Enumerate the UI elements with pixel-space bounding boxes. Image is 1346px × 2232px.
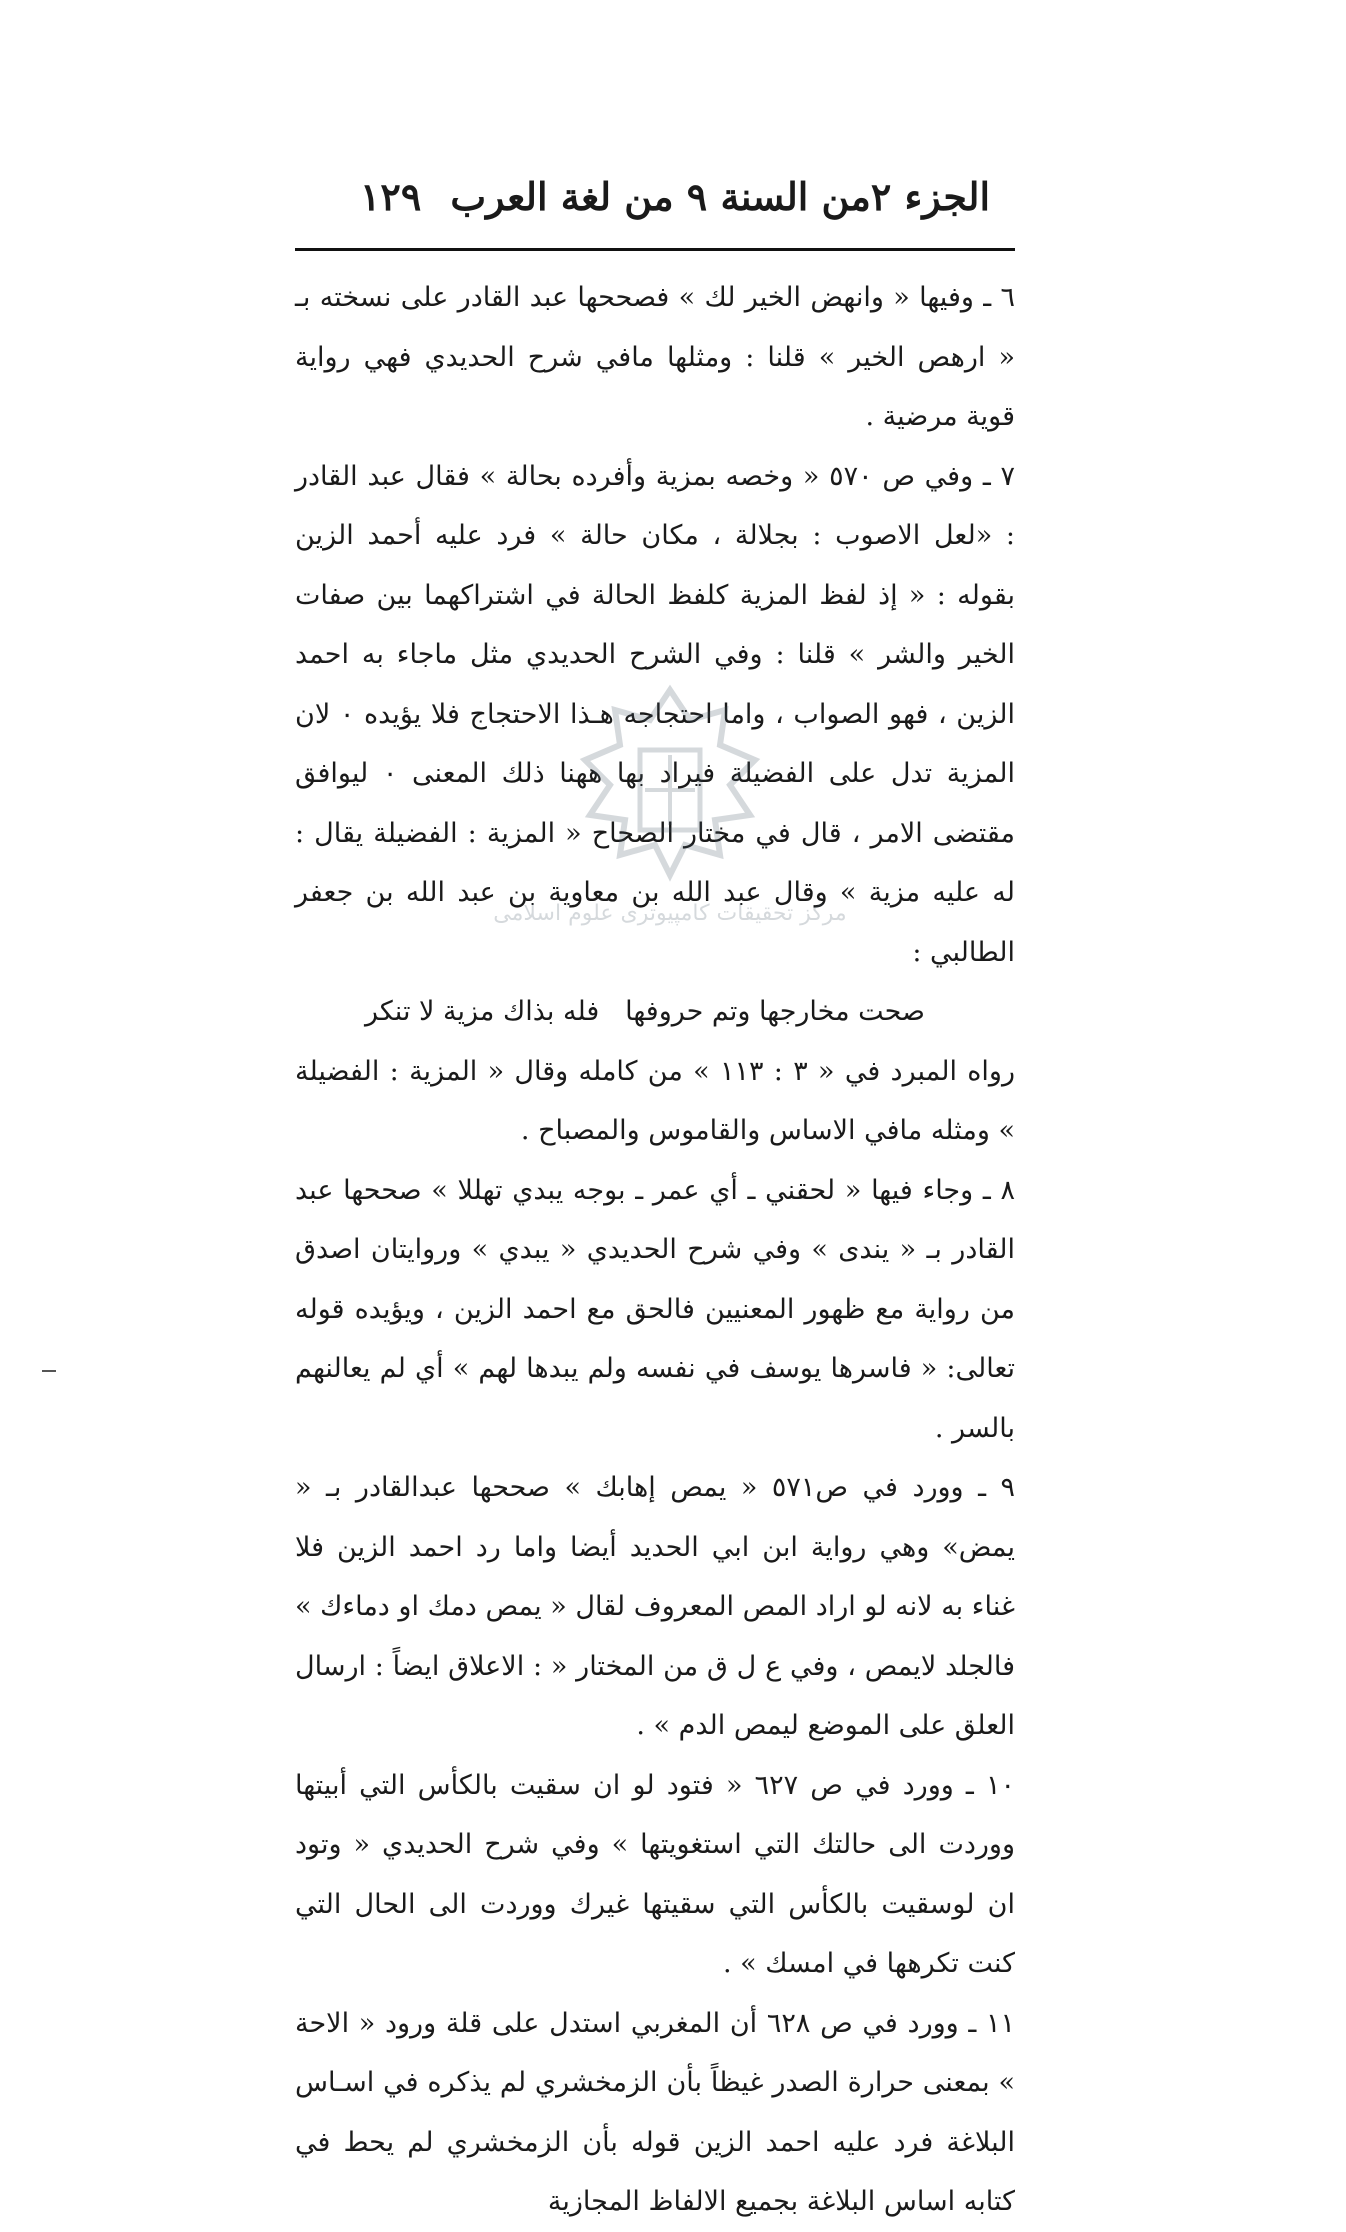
margin-mark bbox=[42, 1370, 56, 1372]
paragraph-11: ١١ ـ وورد في ص ٦٢٨ أن المغربي استدل على قلة ورود « الاحة » بمعنى حرارة الصدر غيظاً بأن الزمخشري لم يذكره في اسـاس البلاغة فرد عليه احمد الزين قوله بأن الزمخشري لم يحط في كتابه اساس البلاغة بجميع الالفاظ المجازية bbox=[295, 2007, 1016, 2217]
paragraph-10: ١٠ ـ وورد في ص ٦٢٧ « فتود لو ان سقيت بالكأس التي أبيتها ووردت الى حالتك التي استغويتها » وفي شرح الحديدي « وتود ان لوسقيت بالكأس التي سقيتها غيرك ووردت الى الحال التي كنت تكرهها في امسك » . bbox=[295, 1769, 1016, 1979]
paragraph-8: ٨ ـ وجاء فيها « لحقني ـ أي عمر ـ بوجه يبدي تهللا » صححها عبد القادر بـ « يندى » وفي شرح الحديدي « يبدي » وروايتان اصدق من رواية مع ظهور المعنيين فالحق مع احمد الزين ، ويؤيده قوله تعالى: « فاسرها يوسف في نفسه ولم يبدها لهم » أي لم يعالنهم بالسر . bbox=[295, 1174, 1015, 1444]
header-rule bbox=[295, 248, 1015, 251]
verse-hemistich-2: فله بذاك مزية لا تنكر bbox=[365, 996, 600, 1027]
body-text bbox=[295, 268, 1015, 2232]
header-title: الجزء ٢من السنة ٩ من لغة العرب bbox=[450, 174, 990, 219]
watermark-text: مركز تحقيقات كامپيوتری علوم اسلامی bbox=[493, 901, 847, 926]
poem-verse bbox=[295, 982, 1015, 1042]
page-number: ١٢٩ bbox=[360, 174, 422, 219]
paragraph-6-7: ٦ ـ وفيها « وانهض الخير لك » فصححها عبد القادر على نسخته بـ « ارهص الخير » قلنا : ومثلها مافي شرح الحديدي فهي رواية قوية مرضية . bbox=[295, 282, 1015, 432]
running-header bbox=[290, 168, 990, 238]
paragraph-9: ٩ ـ وورد في ص٥٧١ « يمص إهابك » صححها عبدالقادر بـ « يمض» وهي رواية ابن ابي الحديد أيضا واما رد احمد الزين فلا غناء به لانه لو اراد المص المعروف لقال « يمص دمك او دماءك » فالجلد لايمص ، وفي ع ل ق من المختار « : الاعلاق ايضاً : ارسال العلق على الموضع ليمص الدم » . bbox=[295, 1472, 1016, 1741]
verse-hemistich-1: صحت مخارجها وتم حروفها bbox=[625, 996, 925, 1027]
paragraph-mubarrad: رواه المبرد في « ٣ : ١١٣ » من كامله وقال « المزية : الفضيلة » ومثله مافي الاساس والقاموس والمصباح . bbox=[295, 1055, 1015, 1146]
paragraph-7: ٧ ـ وفي ص ٥٧٠ « وخصه بمزية وأفرده بحالة » فقال عبد القادر : «لعل الاصوب : بجلالة ، مكان حالة » فرد عليه أحمد الزين بقوله : « إذ لفظ المزية كلفظ الحالة في اشتراكهما بين صفات الخير والشر » قلنا : وفي الشرح الحديدي مثل ماجاء به احمد الزين ، فهو الصواب ، واما احتجاجه هـذا الاحتجاج فلا يؤيده ٠ لان المزية تدل على الفضيلة فيراد بها ههنا ذلك المعنى ٠ ليوافق مقتضى الامر ، قال في مختار الصحاح « المزية : الفضيلة يقال : له عليه مزية » وقال عبد الله بن معاوية بن عبد الله بن جعفر الطالبي : bbox=[295, 460, 1016, 968]
